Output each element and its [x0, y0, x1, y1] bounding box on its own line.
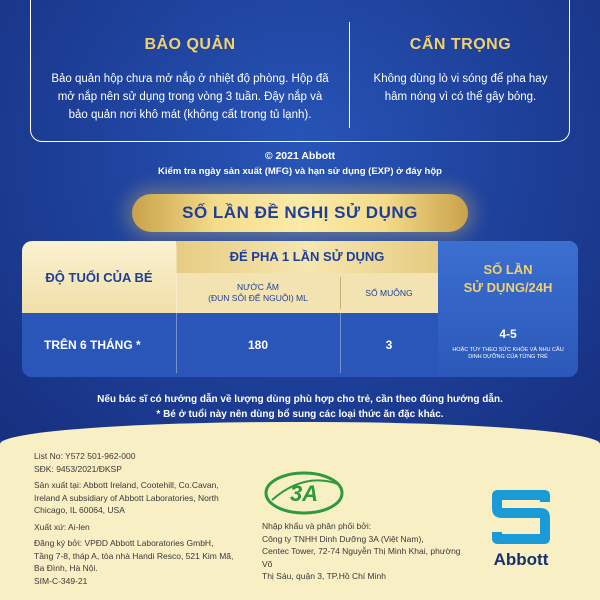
importer-label: Nhập khẩu và phân phối bởi:: [262, 521, 372, 531]
water-header-line: (ĐUN SÔI ĐỂ NGUỘI) ML: [208, 293, 308, 303]
caution-section: [350, 0, 571, 106]
registration-number: SĐK: 9453/2021/ĐKSP: [34, 463, 122, 474]
registrant-line: Đăng ký bởi: VPĐD Abbott Laboratories GmbH,: [34, 538, 214, 548]
times-note-line: DINH DƯỠNG CỦA TỪNG TRẺ: [468, 354, 548, 360]
preparation-header: ĐỂ PHA 1 LẦN SỬ DỤNG: [176, 241, 438, 273]
storage-section: [31, 0, 349, 124]
manufacturer-line: Sản xuất tại: Abbott Ireland, Cootehill, Co.Cavan,: [34, 480, 219, 490]
water-header-line: NƯỚC ẤM: [237, 282, 279, 292]
registrant-line: Tầng 7-8, tháp A, tòa nhà Handi Resco, 521 Kim Mã,: [34, 550, 234, 561]
usage-table: [22, 241, 578, 377]
registrant-line: Ba Đình, Hà Nội.: [34, 563, 98, 573]
storage-caution-box: [30, 0, 570, 142]
scoops-header: SỐ MUỖNG: [365, 288, 413, 298]
times-note: [438, 347, 578, 361]
importer-info: [262, 520, 472, 583]
times-note-line: HOẶC TÙY THEO SỨC KHỎE VÀ NHU CẦU: [452, 347, 564, 353]
storage-line: bảo quản nơi khô mát (không cất trong tủ lạnh).: [68, 109, 312, 121]
scoops-cell: 3: [385, 338, 393, 352]
copyright-text: © 2021 Abbott: [264, 150, 336, 162]
times-header: [438, 261, 578, 297]
abbott-wordmark: Abbott: [493, 550, 549, 569]
importer-line: Thị Sáu, quận 3, TP.Hồ Chí Minh: [262, 571, 386, 581]
caution-line: hâm nóng vì có thể gây bỏng.: [384, 91, 537, 103]
storage-title: BẢO QUẢN: [144, 36, 236, 53]
caution-text: [350, 70, 571, 106]
manufacturer-line: Ireland A subsidiary of Abbott Laboratories, North: [34, 492, 219, 503]
usage-ribbon-title: SỐ LẦN ĐỀ NGHỊ SỬ DỤNG: [132, 194, 468, 232]
origin-text: Xuất xứ: Ai-len: [34, 521, 90, 532]
3a-logo: [262, 470, 346, 516]
storage-line: mở nắp nên sử dụng trong vòng 3 tuần. Đậy nắp và: [57, 91, 323, 103]
abbott-logo-icon: [486, 486, 556, 548]
storage-line: Bảo quản hộp chưa mở nắp ở nhiệt độ phòng. Hộp đã: [51, 73, 329, 85]
caution-title: CẨN TRỌNG: [409, 36, 512, 53]
preparation-header-group: [176, 241, 438, 313]
age-cell: TRÊN 6 THÁNG *: [44, 338, 141, 352]
legal-info: [34, 450, 254, 587]
advice-line: Nếu bác sĩ có hướng dẫn về lượng dùng phù hợp cho trẻ, cần theo đúng hướng dẫn.: [97, 394, 503, 405]
times-header-line: SỬ DỤNG/24H: [463, 280, 553, 295]
product-code: SIM-C-349-21: [34, 575, 88, 586]
age-header: ĐỘ TUỔI CỦA BÉ: [45, 269, 153, 285]
importer-line: Centec Tower, 72-74 Nguyễn Thị Minh Khai, phường Võ: [262, 546, 461, 569]
water-header: [176, 273, 340, 313]
times-cell: [438, 313, 578, 377]
caution-line: Không dùng lò vi sóng để pha hay: [373, 73, 548, 85]
manufacturer-line: Chicago, IL 60064, USA: [34, 505, 125, 515]
importer-line: Công ty TNHH Dinh Dưỡng 3A (Việt Nam),: [262, 533, 424, 544]
3a-logo-text: 3A: [289, 481, 319, 506]
times-value: 4-5: [499, 327, 517, 341]
date-check-note: Kiểm tra ngày sản xuất (MFG) và hạn sử dụng (EXP) ở đáy hộp: [158, 166, 442, 177]
storage-text: [31, 70, 349, 124]
advice-text: [0, 392, 600, 422]
times-header-line: SỐ LẦN: [483, 262, 533, 277]
advice-line: * Bé ở tuổi này nên dùng bổ sung các loại thức ăn đặc khác.: [156, 409, 444, 420]
water-cell: 180: [247, 338, 269, 352]
list-number: List No: Y572 501-962-000: [34, 451, 136, 461]
